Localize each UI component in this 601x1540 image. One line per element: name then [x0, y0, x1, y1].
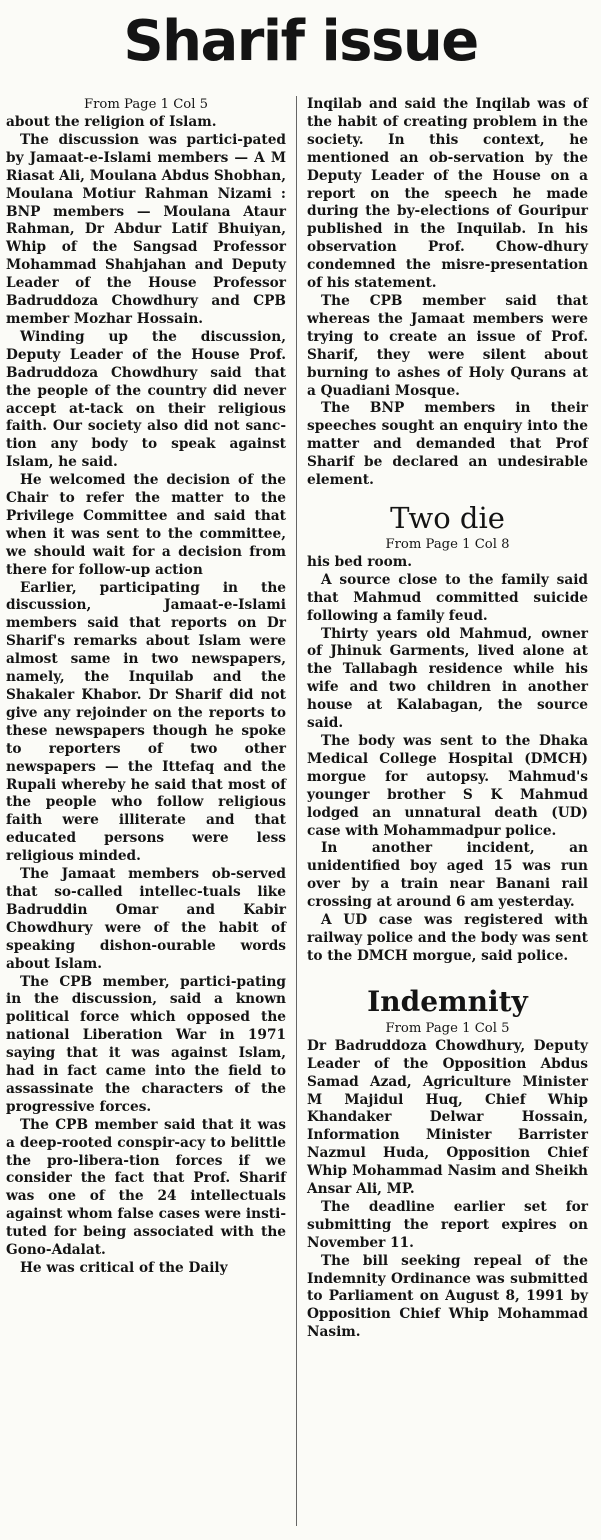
story-paragraph: A source close to the family said that Mahmud committed suicide following a family feud. — [307, 571, 588, 624]
story-paragraph: his bed room. — [307, 553, 412, 570]
story-paragraph: The CPB member said that whereas the Jamaat members were trying to create an issue of Prof. Sharif, they were silent about burning to ashes of Holy Qurans at a Quadiani Mosque. — [307, 292, 588, 399]
story-paragraph: The CPB member said that it was a deep-rooted conspir-acy to belittle the pro-libera-tion forces if we consider the fact that Prof. Sharif was one of the 24 intellectuals against whom false cases were insti-tuted for being associated with the Gono-Adalat. — [6, 1116, 286, 1259]
story-paragraph: The Jamaat members ob-served that so-called intellec-tuals like Badruddin Omar and Kabir Chowdhury were of the habit of speaking dishon-ourable words about Islam. — [6, 866, 286, 972]
story-paragraph: Earlier, participating in the discussion, Jamaat-e-Islami members said that reports on Dr Sharif's remarks about Islam were almost same in two newspapers, namely, the Inquilab and the Shakaler Khabor. Dr Sharif did not give any rejoinder on the reports to these newspapers though he spoke to reporters of two other newspapers — the Ittefaq and the Rupali whereby he said that most of the people who follow religious faith were illiterate and that educated persons were less religious minded. — [6, 579, 286, 865]
left-column — [6, 96, 286, 1278]
right-column — [307, 96, 588, 1342]
story-paragraph: The CPB member, partici-pating in the discussion, said a known political force which opposed the national Liberation War in 1971 saying that it was against Islam, had in fact came into the field to assassinate the characters of the progressive forces. — [6, 973, 286, 1115]
story-paragraph: The BNP members in their speeches sought an enquiry into the matter and demanded that Prof Sharif be declared an undesirable element. — [307, 400, 588, 489]
story-paragraph: The bill seeking repeal of the Indemnity Ordinance was submitted to Parliament on August 8, 1991 by Opposition Chief Whip Mohammad Nasim. — [307, 1252, 588, 1341]
story-paragraph: He was critical of the Daily — [20, 1260, 228, 1276]
two-die-jump-line: From Page 1 Col 8 — [385, 536, 510, 552]
story-paragraph: Dr Badruddoza Chowdhury, Deputy Leader of the Opposition Abdus Samad Azad, Agriculture Minister M Majidul Huq, Chief Whip Khandaker Delwar Hossain, Information Minister Barrister Nazmul Huda, Opposition Chief Whip Mohammad Nasim and Sheikh Ansar Ali, MP. — [307, 1037, 588, 1198]
story-paragraph: Winding up the discussion, Deputy Leader of the House Prof. Badruddoza Chowdhury said that the people of the country did never accept at-tack on their religious faith. Our society also did not sanc-tion any body to speak against Islam, he said. — [6, 328, 286, 471]
column-divider — [296, 96, 297, 1526]
story-paragraph: Thirty years old Mahmud, owner of Jhinuk Garments, lived alone at the Tallabagh residence while his wife and two children in another house at Kalabagan, the source said. — [307, 625, 588, 732]
two-die-headline: Two die — [390, 500, 505, 535]
page-headline: Sharif issue — [123, 9, 478, 74]
story-paragraph: He welcomed the decision of the Chair to refer the matter to the Privilege Committee and said that when it was sent to the committee, we should wait for a decision from there for follow-up action — [6, 472, 286, 578]
story-paragraph: Inqilab and said the Inqilab was of the habit of creating problem in the society. In this context, he mentioned an ob-servation by the Deputy Leader of the House on a report on the speech he made during the by-elections of Gouripur published in the Inquilab. In his observation Prof. Chow-dhury condemned the misre-presentation of his statement. — [307, 96, 588, 292]
story-paragraph: The deadline earlier set for submitting the report expires on November 11. — [307, 1198, 588, 1251]
story-paragraph: The body was sent to the Dhaka Medical College Hospital (DMCH) morgue for autopsy. Mahmud's younger brother S K Mahmud lodged an unnatural death (UD) case with Mohammadpur police. — [307, 733, 588, 839]
indemnity-headline: Indemnity — [367, 984, 528, 1018]
story-paragraph: about the religion of Islam. — [6, 114, 217, 130]
story-paragraph: In another incident, an unidentified boy aged 15 was run over by a train near Banani rail crossing at around 6 am yesterday. — [307, 840, 588, 911]
main-story-jump-line: From Page 1 Col 5 — [83, 97, 209, 112]
indemnity-jump-line: From Page 1 Col 5 — [385, 1020, 510, 1036]
story-paragraph: The discussion was partici-pated by Jamaat-e-Islami members — A M Riasat Ali, Moulana Abdus Shobhan, Moulana Motiur Rahman Nizami : BNP members — Moulana Ataur Rahman, Dr Abdur Latif Bhuiyan, Whip of the Sangsad Professor Mohammad Shahjahan and Deputy Leader of the House Professor Badruddoza Chowdhury and CPB member Mozhar Hossain. — [6, 131, 286, 327]
story-paragraph: A UD case was registered with railway police and the body was sent to the DMCH morgue, said police. — [307, 912, 588, 964]
